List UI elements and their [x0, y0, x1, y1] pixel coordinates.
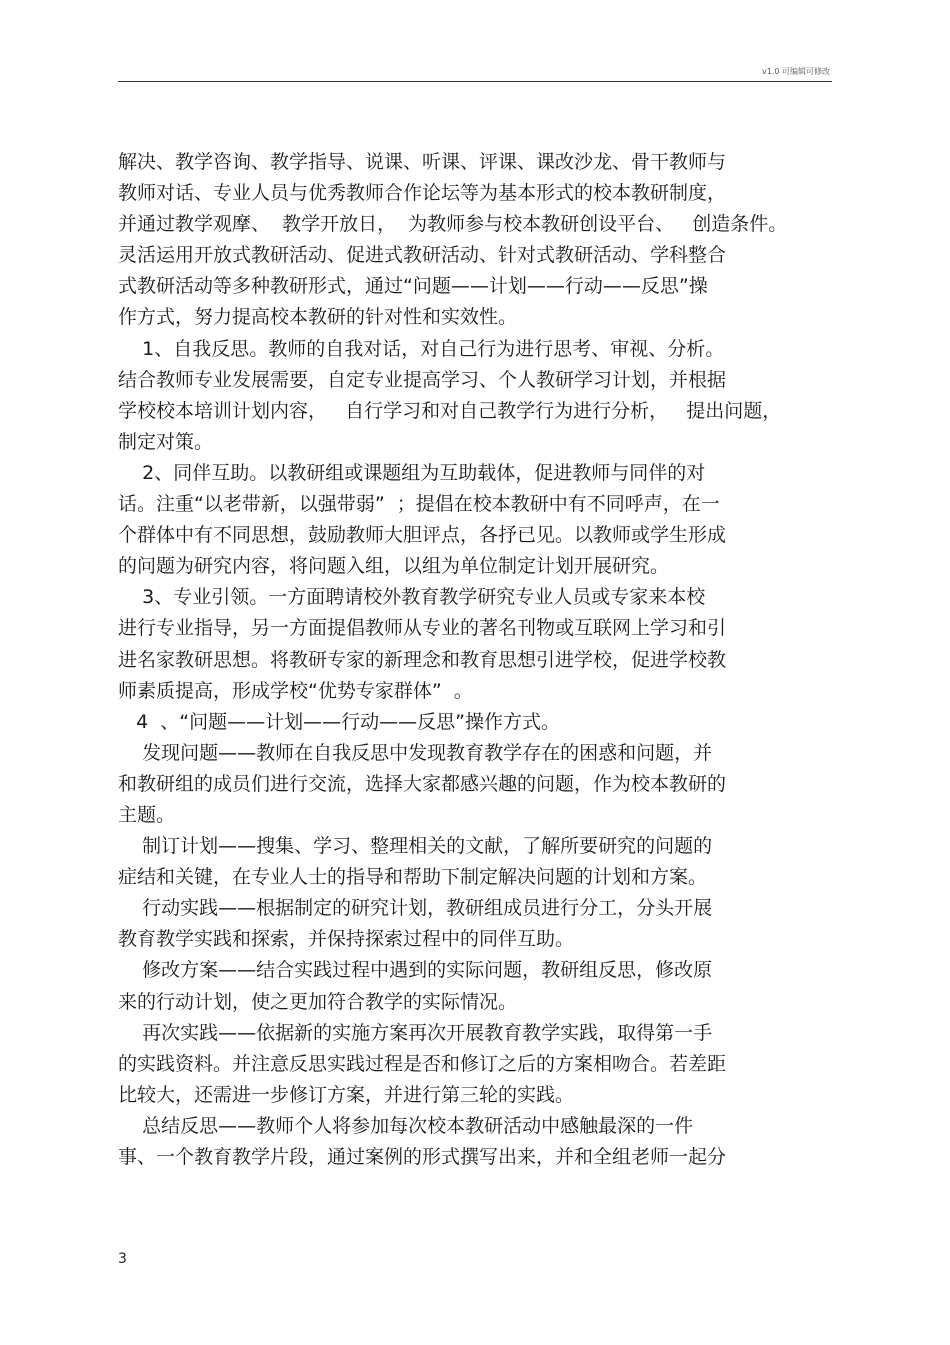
- header-divider: [118, 81, 832, 82]
- text-line: 师素质提高，形成学校“优势专家群体” 。: [118, 679, 473, 702]
- text-line: 话。注重“以老带新，以强带弱” ；提倡在校本教研中有不同呼声，在一: [118, 493, 720, 516]
- text-line: 个群体中有不同思想，鼓励教师大胆评点，各抒已见。以教师或学生形成: [118, 524, 727, 547]
- text-line: 4 、“问题——计划——行动——反思”操作方式。: [118, 710, 560, 733]
- text-line: 比较大，还需进一步修订方案，并进行第三轮的实践。: [118, 1083, 575, 1106]
- text-line: 2、同伴互助。以教研组或课题组为互助载体，促进教师与同伴的对: [118, 461, 706, 484]
- text-line: 来的行动计划，使之更加符合教学的实际情况。: [118, 990, 518, 1013]
- text-line: 式教研活动等多种教研形式，通过“问题——计划——行动——反思”操: [118, 275, 708, 298]
- text-line: 的实践资料。并注意反思实践过程是否和修订之后的方案相吻合。若差距: [118, 1052, 727, 1075]
- text-line: 3、专业引领。一方面聘请校外教育教学研究专业人员或专家来本校: [118, 586, 706, 609]
- text-line: 结合教师专业发展需要，自定专业提高学习、个人教研学习计划，并根据: [118, 368, 727, 391]
- text-line: 作方式，努力提高校本教研的针对性和实效性。: [118, 306, 518, 329]
- text-line: 灵活运用开放式教研活动、促进式教研活动、针对式教研活动、学科整合: [118, 244, 727, 267]
- text-line: 和教研组的成员们进行交流，选择大家都感兴趣的问题，作为校本教研的: [118, 772, 727, 795]
- text-line: 进行专业指导，另一方面提倡教师从专业的著名刊物或互联网上学习和引: [118, 617, 727, 640]
- text-line: 事、一个教育教学片段，通过案例的形式撰写出来，并和全组老师一起分: [118, 1146, 727, 1168]
- text-line: 行动实践——根据制定的研究计划，教研组成员进行分工，分头开展: [118, 897, 713, 920]
- text-line: 主题。: [118, 803, 176, 826]
- text-line: 教师对话、专业人员与优秀教师合作论坛等为基本形式的校本教研制度，: [118, 182, 727, 205]
- text-line: 教育教学实践和探索，并保持探索过程中的同伴互助。: [118, 928, 575, 951]
- page-number: 3: [118, 1251, 127, 1267]
- text-line: 解决、教学咨询、教学指导、说课、听课、评课、课改沙龙、骨干教师与: [118, 151, 727, 173]
- text-line: 症结和关键，在专业人士的指导和帮助下制定解决问题的计划和方案。: [118, 866, 708, 889]
- text-line: 学校校本培训计划内容， 自行学习和对自己教学行为进行分析， 提出问题，: [118, 399, 782, 422]
- text-line: 进名家教研思想。将教研专家的新理念和教育思想引进学校，促进学校教: [118, 648, 727, 671]
- text-line: 再次实践——依据新的实施方案再次开展教育教学实践，取得第一手: [118, 1021, 713, 1044]
- text-line: 1、自我反思。教师的自我对话，对自己行为进行思考、审视、分析。: [118, 337, 725, 360]
- document-body: [118, 147, 838, 1173]
- text-line: 制订计划——搜集、学习、整理相关的文献，了解所要研究的问题的: [118, 835, 713, 858]
- text-line: 修改方案——结合实践过程中遇到的实际问题，教研组反思，修改原: [118, 959, 713, 982]
- text-line: 总结反思——教师个人将参加每次校本教研活动中感触最深的一件: [118, 1114, 694, 1137]
- text-line: 并通过教学观摩、 教学开放日， 为教师参与校本教研创设平台、 创造条件。: [118, 213, 788, 236]
- text-line: 的问题为研究内容，将问题入组，以组为单位制定计划开展研究。: [118, 555, 670, 578]
- version-note: v1.0 可编辑可修改: [762, 67, 830, 76]
- text-line: 制定对策。: [118, 430, 214, 453]
- text-line: 发现问题——教师在自我反思中发现教育教学存在的困惑和问题，并: [118, 741, 713, 764]
